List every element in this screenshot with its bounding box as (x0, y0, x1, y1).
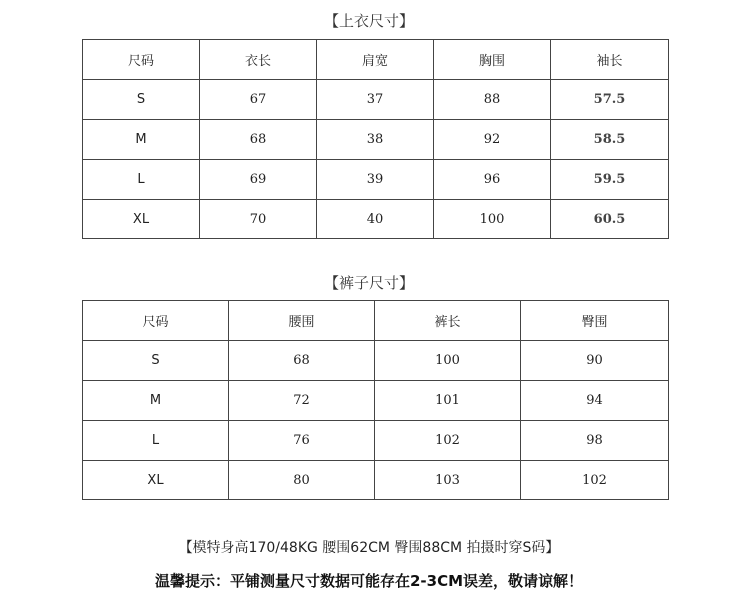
size-cell: S (83, 80, 200, 120)
measurement-warning: 温馨提示：平铺测量尺寸数据可能存在2-3CM误差，敬请谅解！ (154, 572, 584, 590)
value-cell: 88 (434, 80, 551, 120)
value-cell: 70 (200, 200, 317, 239)
table-row (83, 120, 669, 160)
table-row (83, 80, 669, 120)
size-cell: M (83, 381, 229, 421)
column-header: 袖长 (551, 40, 669, 80)
top-size-title: 【上衣尺寸】 (323, 12, 414, 30)
size-cell: M (83, 120, 200, 160)
value-cell: 37 (317, 80, 434, 120)
model-info-note: 【模特身高170/48KG 腰围62CM 臀围88CM 拍摄时穿S码】 (178, 540, 560, 556)
value-cell: 102 (521, 461, 669, 500)
value-cell: 38 (317, 120, 434, 160)
pants-size-table (82, 300, 669, 500)
value-cell: 40 (317, 200, 434, 239)
value-cell: 76 (229, 421, 375, 461)
pants-size-title: 【裤子尺寸】 (323, 274, 414, 292)
value-cell: 60.5 (551, 200, 669, 239)
top-size-table (82, 39, 669, 239)
column-header: 臀围 (521, 301, 669, 341)
value-cell: 80 (229, 461, 375, 500)
column-header: 尺码 (83, 301, 229, 341)
value-cell: 90 (521, 341, 669, 381)
size-cell: L (83, 421, 229, 461)
value-cell: 100 (375, 341, 521, 381)
value-cell: 94 (521, 381, 669, 421)
table-row (83, 160, 669, 200)
value-cell: 59.5 (551, 160, 669, 200)
size-cell: S (83, 341, 229, 381)
value-cell: 57.5 (551, 80, 669, 120)
table-header-row (83, 301, 669, 341)
value-cell: 72 (229, 381, 375, 421)
value-cell: 69 (200, 160, 317, 200)
column-header: 尺码 (83, 40, 200, 80)
value-cell: 101 (375, 381, 521, 421)
value-cell: 58.5 (551, 120, 669, 160)
value-cell: 98 (521, 421, 669, 461)
value-cell: 39 (317, 160, 434, 200)
column-header: 胸围 (434, 40, 551, 80)
value-cell: 102 (375, 421, 521, 461)
column-header: 腰围 (229, 301, 375, 341)
table-row (83, 381, 669, 421)
table-row (83, 200, 669, 239)
table-header-row (83, 40, 669, 80)
value-cell: 96 (434, 160, 551, 200)
table-row (83, 421, 669, 461)
size-cell: L (83, 160, 200, 200)
value-cell: 67 (200, 80, 317, 120)
column-header: 衣长 (200, 40, 317, 80)
table-row (83, 461, 669, 500)
column-header: 肩宽 (317, 40, 434, 80)
value-cell: 100 (434, 200, 551, 239)
table-row (83, 341, 669, 381)
column-header: 裤长 (375, 301, 521, 341)
size-cell: XL (83, 461, 229, 500)
value-cell: 103 (375, 461, 521, 500)
value-cell: 92 (434, 120, 551, 160)
value-cell: 68 (200, 120, 317, 160)
size-cell: XL (83, 200, 200, 239)
value-cell: 68 (229, 341, 375, 381)
